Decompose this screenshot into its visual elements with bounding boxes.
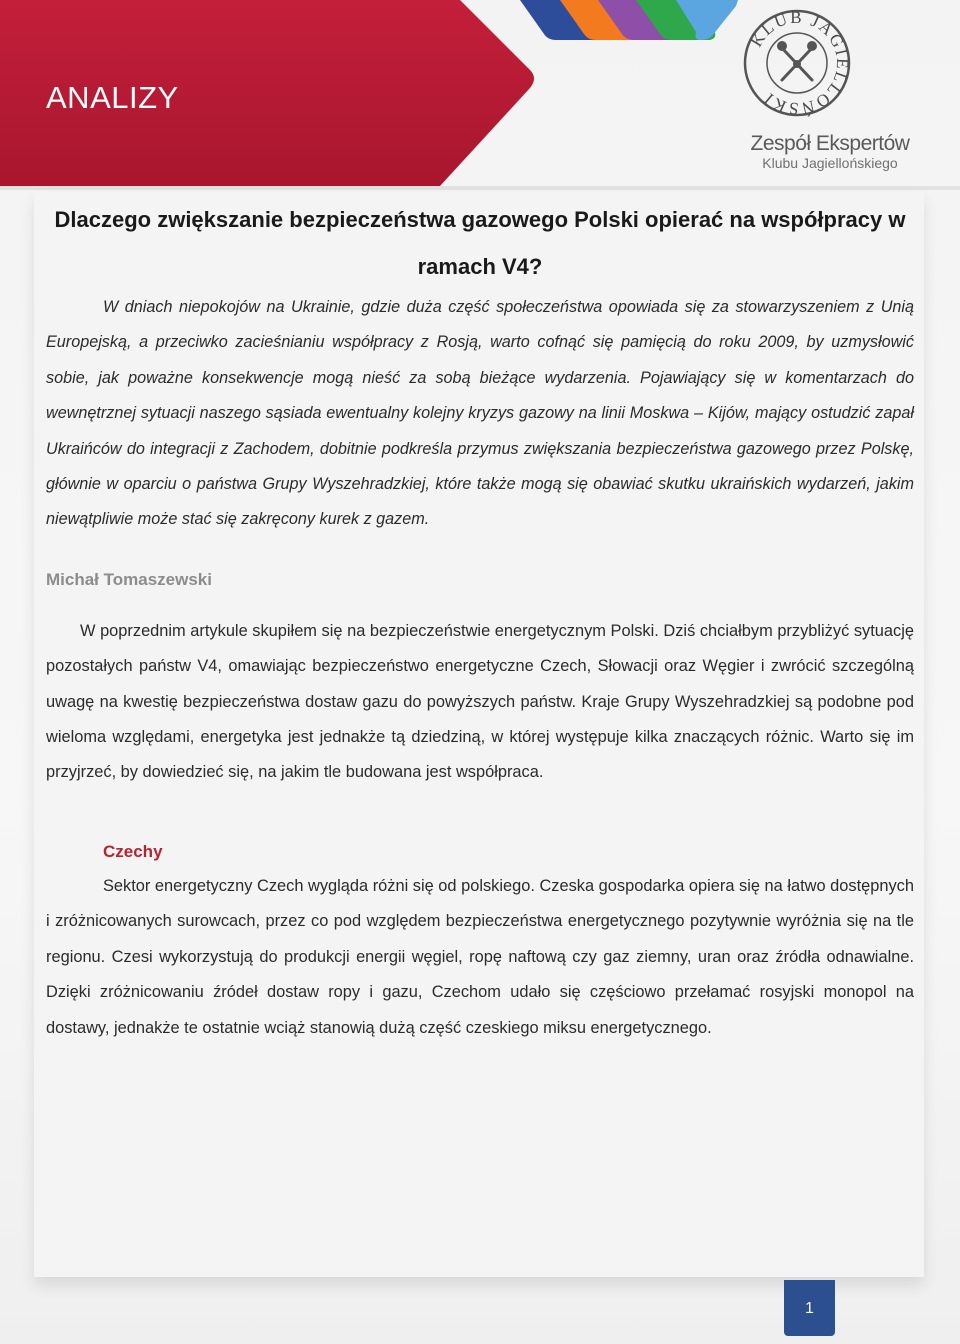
page-header	[0, 0, 960, 190]
svg-text:KLUB JAGIELLOŃSKI: KLUB JAGIELLOŃSKI	[746, 8, 852, 118]
section-paragraph-czechy: Sektor energetyczny Czech wygląda różni się od polskiego. Czeska gospodarka opiera się na łatwo dostępnych i zróżnicowanych surowcach, przez co pod względem bezpieczeństwa energetycznego pozytywnie wyróżnia się na tle regionu. Czesi wykorzystują do produkcji energii węgiel, ropę naftową czy gaz ziemny, uran oraz źródła odnawialne. Dzięki zróżnicowaniu źródeł dostaw ropy i gazu, Czechom udało się częściowo przełamać rosyjski monopol na dostawy, jednakże te ostatnie wciąż stanowią dużą część czeskiego miksu energetycznego.	[46, 876, 914, 1037]
klub-jagiellonski-logo	[742, 8, 912, 173]
article-lead: W dniach niepokojów na Ukrainie, gdzie duża część społeczeństwa opowiada się za stowarzyszeniem z Unią Europejską, a przeciwko zacieśnianiu współpracy z Rosją, warto cofnąć się pamięcią do roku 2009, by uzmysłowić sobie, jak poważne konsekwencje mogą nieść za sobą bieżące wydarzenia. Pojawiający się w komentarzach do wewnętrznej sytuacji naszego sąsiada ewentualny kolejny kryzys gazowy na linii Moskwa – Kijów, mający ostudzić zapał Ukraińców do integracji z Zachodem, dobitnie podkreśla przymus zwiększania bezpieczeństwa gazowego przez Polskę, głównie w oparciu o państwa Grupy Wyszehradzkiej, które także mogą się obawiać skutku ukraińskich wydarzeń, jakim niewątpliwie może stać się zakręcony kurek z gazem.	[46, 298, 914, 529]
logo-subtitle: Klubu Jagiellońskiego	[762, 155, 898, 171]
section-heading-czechy: Czechy	[103, 841, 163, 861]
article-author: Michał Tomaszewski	[46, 569, 212, 589]
logo-title: Zespół Ekspertów	[750, 132, 910, 155]
page-number: 1	[805, 1300, 814, 1317]
section-label: ANALIZY	[46, 80, 179, 115]
article-title: Dlaczego zwiększanie bezpieczeństwa gazowego Polski opierać na współpracy w ramach V4?	[54, 207, 906, 279]
page-number-tab	[784, 1280, 835, 1336]
logo-emblem-icon	[742, 8, 852, 118]
article	[46, 196, 914, 1046]
article-intro-paragraph: W poprzednim artykule skupiłem się na bezpieczeństwie energetycznym Polski. Dziś chciałbym przybliżyć sytuację pozostałych państw V4, omawiając bezpieczeństwo energetyczne Czech, Słowacji oraz Węgier i zwrócić szczególną uwagę na kwestię bezpieczeństwa dostaw gazu do powyższych państw. Kraje Grupy Wyszehradzkiej są podobne pod wieloma względami, energetyka jest jednakże tą dziedziną, w której występuje kilka znaczących różnic. Warto się im przyjrzeć, by dowiedzieć się, na jakim tle budowana jest współpraca.	[46, 621, 914, 782]
